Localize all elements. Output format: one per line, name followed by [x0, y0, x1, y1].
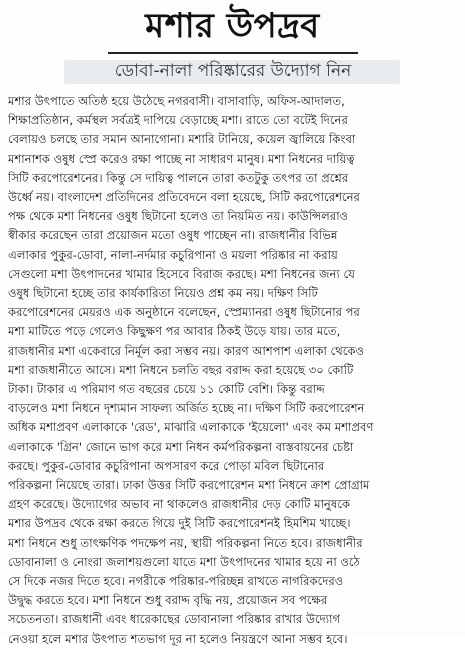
article-body-line: ডোবানালা ও নোংরা জলাশয়গুলো যাতে মশা উৎপাদনের খামার হয়ে না ওঠে: [8, 554, 360, 569]
article-body-line: উদ্বুদ্ধ করতে হবে। মশা নিধনে শুধু বরাদ্দ বৃদ্ধি নয়, প্রয়োজন সব পক্ষের: [8, 593, 328, 608]
article-body-line: সচেতনতা। রাজধানী এবং ধারেকাছের ডোবানালা পরিষ্কার রাখার উদ্যোগ: [8, 612, 341, 627]
article-body-line: নেওয়া হলে মশার উৎপাত শতভাগ দূর না হলেও নিয়ন্ত্রণে আনা সম্ভব হবে।: [8, 631, 348, 646]
article-body-line: সে দিকে নজর দিতে হবে। নগরীকে পরিষ্কার-পরিচ্ছন্ন রাখতে নাগরিকদেরও: [8, 574, 344, 589]
article-body-line: টাকা। টাকার এ পরিমাণ গত বছরের চেয়ে ১১ কোটি বেশি। কিন্তু বরাদ্দ: [8, 382, 325, 397]
article-body-line: করছে। পুকুর-ডোবার কচুরিপানা অপসারণ করে পোড়া মবিল ছিটানোর: [8, 458, 325, 473]
article-body-line: মশানাশক ওষুধ স্প্রে করেও রক্ষা পাচ্ছে না সাধারণ মানুষ। মশা নিধনের দায়িত্ব: [8, 151, 355, 166]
article-body-line: স্বীকার করেছেন তারা প্রয়োজন মতো ওষুধ পাচ্ছেন না। রাজধানীর বিভিন্ন: [8, 228, 338, 243]
article-body-line: সেগুলো মশা উৎপাদনের খামার হিসেবে বিরাজ করছে। মশা নিধনের জন্য যে: [8, 266, 355, 281]
article-body-line: মশার উৎপাতে অতিষ্ঠ হয়ে উঠেছে নগরবাসী। বাসাবাড়ি, অফিস-আদালত,: [8, 94, 345, 108]
article-body-line: সিটি করপোরেশনের। কিন্তু সে দায়িত্ব পালনে তারা কতটুকু তৎপর তা প্রশ্নের: [8, 170, 349, 185]
article-body-line: এলাকার পুকুর-ডোবা, নালা-নর্দমার কচুরিপানা ও ময়লা পরিষ্কার না করায়: [8, 247, 338, 262]
article-body-line: পরিকল্পনা নিয়েছে তারা। ঢাকা উত্তর সিটি করপোরেশন মশা নিধনে ক্রাশ প্রোগ্রাম: [8, 478, 370, 493]
article-body-line: এলাকাকে 'গ্রিন' জোনে ভাগ করে মশা নিধন কর্মপরিকল্পনা বাস্তবায়নের চেষ্টা: [8, 439, 354, 454]
article-body-line: উর্ধ্বে নয়। বাংলাদেশ প্রতিদিনের প্রতিবেদনে বলা হয়েছে, সিটি করপোরেশনের: [8, 190, 360, 205]
article-body-line: বেলায়ও চলছে তার সমান আনাগোনা। মশারি টানিয়ে, কয়েল জ্বালিয়ে কিংবা: [8, 132, 356, 147]
article-body-line: ওষুধ ছিটানো হচ্ছে তার কার্যকারিতা নিয়েও প্রশ্ন কম নয়। দক্ষিণ সিটি: [8, 286, 318, 301]
article-body-line: অধিক মশাপ্রবণ এলাকাকে 'রেড', মাঝারি এলাকাকে 'ইয়েলো' এবং কম মশাপ্রবণ: [8, 420, 374, 435]
article-body-line: পক্ষ থেকে মশা নিধনের ওষুধ ছিটানো হলেও তা নিয়মিত নয়। কাউন্সিলরাও: [8, 209, 349, 224]
article-body-line: বাড়লেও মশা নিধনে দৃশ্যমান সাফল্য অর্জিত হচ্ছে না। দক্ষিণ সিটি করপোরেশন: [8, 401, 365, 416]
article-body-line: মশা নিধনে শুধু তাৎক্ষণিক পদক্ষেপ নয়, স্থায়ী পরিকল্পনা নিতে হবে। রাজধানীর: [8, 535, 363, 550]
article-body-line: করপোরেশনের মেয়রও এক অনুষ্ঠানে বলেছেন, স্প্রেম্যানরা ওষুধ ছিটানোর পর: [8, 305, 360, 320]
article-body-line: শিক্ষাপ্রতিষ্ঠান, কর্মস্থল সর্বত্রই দাপিয়ে বেড়াচ্ছে মশা। রাতে তো বটেই দিনের: [8, 113, 348, 128]
article-body-line: মশার উপদ্রব থেকে রক্ষা করতে গিয়ে দুই সিটি করপোরেশনই হিমশিম খাচ্ছে।: [8, 516, 351, 531]
article-headline: মশার উপদ্রব: [145, 6, 320, 46]
headline-divider: [108, 52, 358, 54]
article-body-line: গ্রহণ করেছে। উদ্যোগের অভাব না থাকলেও রাজধানীর দেড় কোটি মানুষকে: [8, 497, 351, 512]
article-subheadline: ডোবা-নালা পরিষ্কারের উদ্যোগ নিন: [114, 61, 352, 81]
article-body-line: রাজধানীর মশা একেবারে নির্মূল করা সম্ভব নয়। কারণ আশপাশ এলাকা থেকেও: [8, 343, 365, 358]
article-body: [8, 92, 457, 649]
article-body-line: মশা মাটিতে পড়ে গেলেও কিছুক্ষণ পর আবার ঠিকই উড়ে যায়। তার মতে,: [8, 324, 341, 339]
article-body-line: মশা রাজধানীতে আসে। মশা নিধনে চলতি বছর বরাদ্দ করা হয়েছে ৩০ কোটি: [8, 362, 354, 377]
